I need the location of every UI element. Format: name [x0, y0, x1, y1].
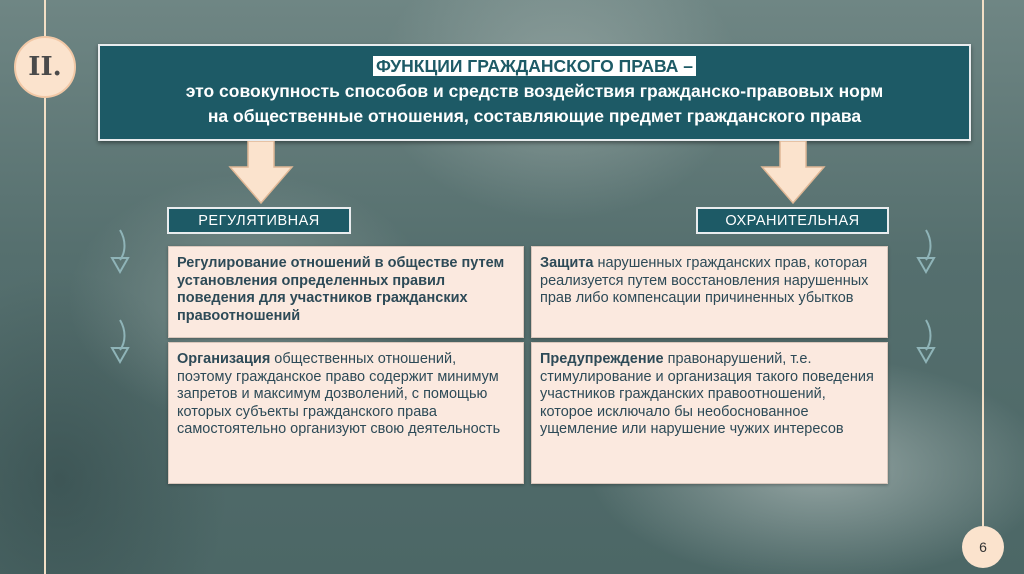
definition-text-line-1: это совокупность способов и средств воздействия гражданско-правовых норм [185, 81, 884, 101]
decor-line-right [982, 0, 984, 526]
down-arrow-icon [228, 141, 294, 205]
curved-down-arrow-icon [912, 228, 942, 276]
protective-item-protection [531, 246, 888, 338]
definition-text-line-2: на общественные отношения, составляющие предмет гражданского права [207, 106, 862, 126]
section-number-badge: II. [14, 36, 76, 98]
curved-down-arrow-icon [106, 228, 136, 276]
item-text: нарушенных гражданских прав, которая реализуется путем восстановления нарушенных прав либо компенсации причиненных убытков [540, 255, 869, 306]
regulatory-item-organization [168, 342, 524, 484]
item-text: общественных отношений, поэтому гражданское право содержит минимум запретов и максимум дозволений, с помощью которых субъекты гражданского права самостоятельно организуют свою деятельность [177, 351, 501, 437]
item-lead: Организация [177, 351, 271, 367]
definition-title: ФУНКЦИИ ГРАЖДАНСКОГО ПРАВА – [373, 56, 696, 76]
protective-item-prevention [531, 342, 888, 484]
curved-down-arrow-icon [106, 318, 136, 366]
definition-title-line [100, 54, 969, 79]
item-lead: Регулирование отношений в обществе путем установления определенных правил поведения для участников гражданских правоотношений [177, 255, 505, 324]
definition-box [98, 44, 971, 141]
curved-down-arrow-icon [912, 318, 942, 366]
item-lead: Предупреждение [540, 351, 664, 367]
decor-line-left [44, 0, 46, 36]
item-text: правонарушений, т.е. стимулирование и организация такого поведения участников гражданских правоотношений, которое исключало бы необоснованное ущемление или нарушение чужих интересов [540, 351, 874, 437]
decor-line-left-lower [44, 98, 46, 574]
item-lead: Защита [540, 255, 594, 271]
function-label-regulatory: РЕГУЛЯТИВНАЯ [167, 207, 351, 234]
regulatory-item-regulation [168, 246, 524, 338]
down-arrow-icon [760, 141, 826, 205]
function-label-protective: ОХРАНИТЕЛЬНАЯ [696, 207, 889, 234]
page-number: 6 [962, 526, 1004, 568]
